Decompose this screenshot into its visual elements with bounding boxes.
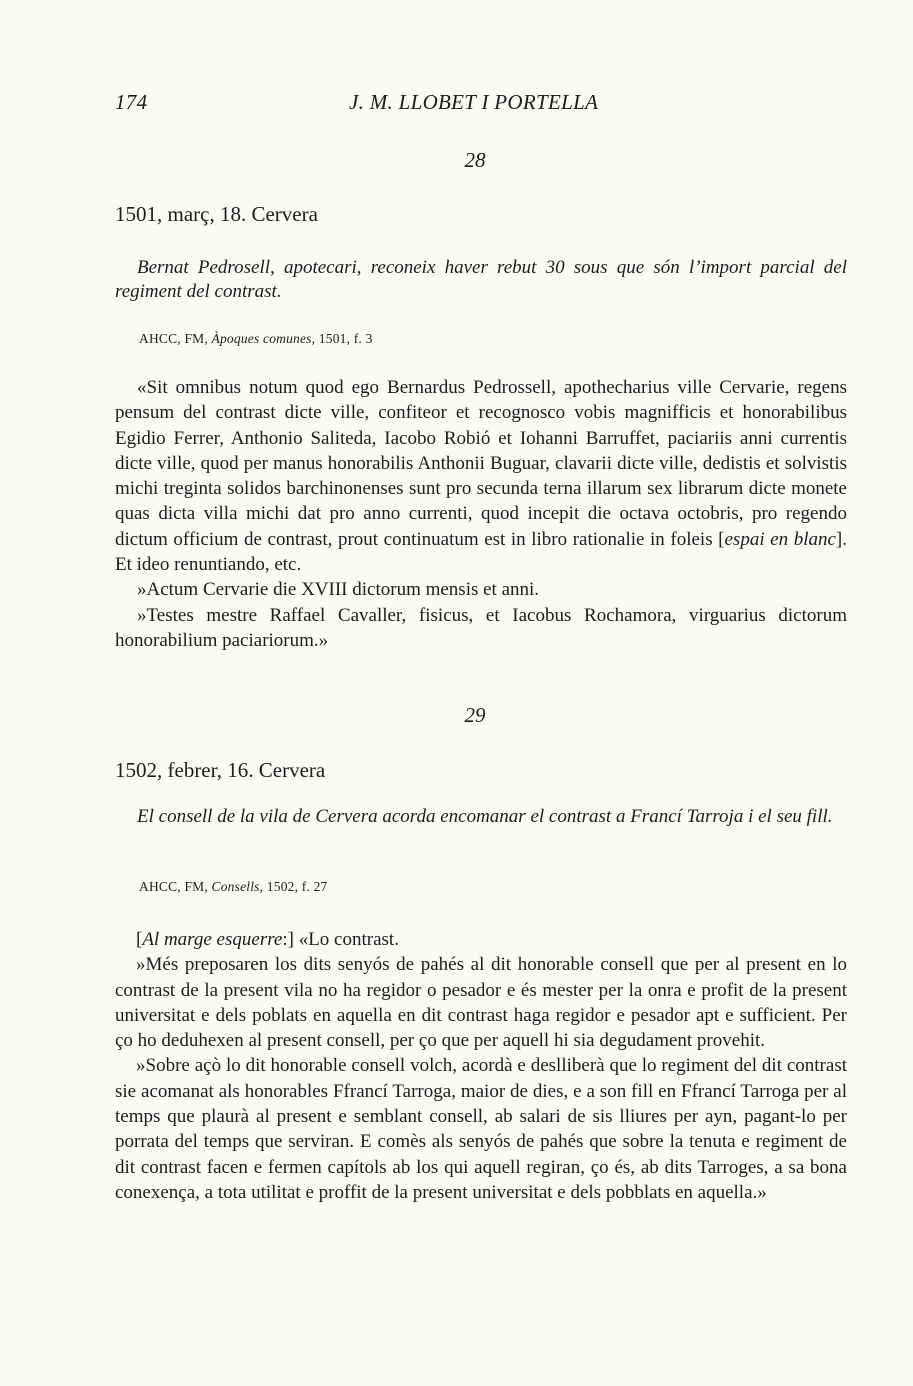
archival-source (139, 879, 328, 895)
transcription-paragraph (115, 927, 847, 952)
running-title: J. M. LLOBET I PORTELLA (349, 90, 599, 114)
document-summary: Bernat Pedrosell, apotecari, reconeix haver rebut 30 sous que són l’import parcial del regiment del contrast. (115, 257, 847, 302)
transcription-paragraph: »Testes mestre Raffael Cavaller, fisicus, et Iacobus Rochamora, virguarius dictorum honorabilium paciariorum.» (115, 604, 847, 651)
editorial-note: Al marge esquerre (142, 929, 283, 950)
document-summary: El consell de la vila de Cervera acorda encomanar el contrast a Francí Tarroja i el seu fill. (137, 806, 833, 827)
source-prefix: AHCC, FM, (139, 879, 212, 894)
page-number: 174 (115, 90, 148, 114)
document-date: 1502, febrer, 16. Cervera (115, 758, 326, 782)
document-transcription (115, 927, 847, 1205)
document-date: 1501, març, 18. Cervera (115, 202, 318, 226)
document-number: 29 (464, 703, 486, 727)
document-number: 28 (464, 148, 486, 172)
archival-source (139, 331, 373, 347)
source-suffix: , 1501, f. 3 (311, 331, 373, 346)
transcription-paragraph (115, 375, 847, 577)
paragraph-text: «Sit omnibus notum quod ego Bernardus Pedrossell, apothecharius ville Cervarie, regens pensum del contrast dicte ville, confiteor et recognosco vobis magnifficis et honorabilibus Egidio Ferrer, Anthonio Saliteda, Iacobo Robió et Iohanni Barruffet, paciariis anni currentis dicte ville, quod per manus honorabilis Anthonii Buguar, clavarii dicte ville, dedistis et solvistis michi treginta solidos barchinonenses sunt pro secunda terna illarum sex librarum dicte monete quas dicta villa michi dat pro anno currenti, quod incepit die octava octobris, pro regendo dictum officium de contrast, prout continuatum est in libro rationalie in foleis [ (115, 377, 847, 550)
transcription-paragraph: »Més preposaren los dits senyós de pahés al dit honorable consell que per al present en lo contrast de la present vila no ha regidor o pesador e és mester per la onra e profit de la present universitat e dels poblats en aquella en dit contrast haga regidor e pesador apt e sufficient. Per ço ho deduhexen al present consell, per ço que per aquell hi sia degudament provehit. (115, 954, 847, 1052)
editorial-note: espai en blanc (724, 528, 836, 550)
paragraph-text: ]. Et ideo renuntiando, etc. (115, 528, 847, 576)
transcription-paragraph: »Actum Cervarie die XVIII dictorum mensis et anni. (137, 579, 540, 601)
source-prefix: AHCC, FM, (139, 331, 212, 346)
document-transcription (115, 375, 847, 653)
source-suffix: , 1502, f. 27 (259, 879, 328, 894)
bracket: [ (136, 929, 143, 950)
source-title: Consells (211, 879, 260, 894)
transcription-paragraph: »Sobre açò lo dit honorable consell volch, acordà e deslliberà que lo regiment del dit contrast sie acomanat als honorables Ffrancí Tarroga, maior de dies, e a son fill en Ffrancí Tarroga per al temps que plaurà al present e semblant consell, ab salari de sis lliures per ayn, pagant-lo per porrata del temps que serviran. E comès als senyós de pahés que sobre la tenuta e regiment de dit contrast facen e fermen capítols ab los qui aquell regiran, ço és, ab dits Tarroges, a sa bona conexença, a tota utilitat e proffit de la present universitat e dels pobblats en aquella.» (115, 1055, 847, 1203)
paragraph-text: :] «Lo contrast. (282, 929, 399, 950)
source-title: Àpoques comunes (211, 331, 312, 346)
